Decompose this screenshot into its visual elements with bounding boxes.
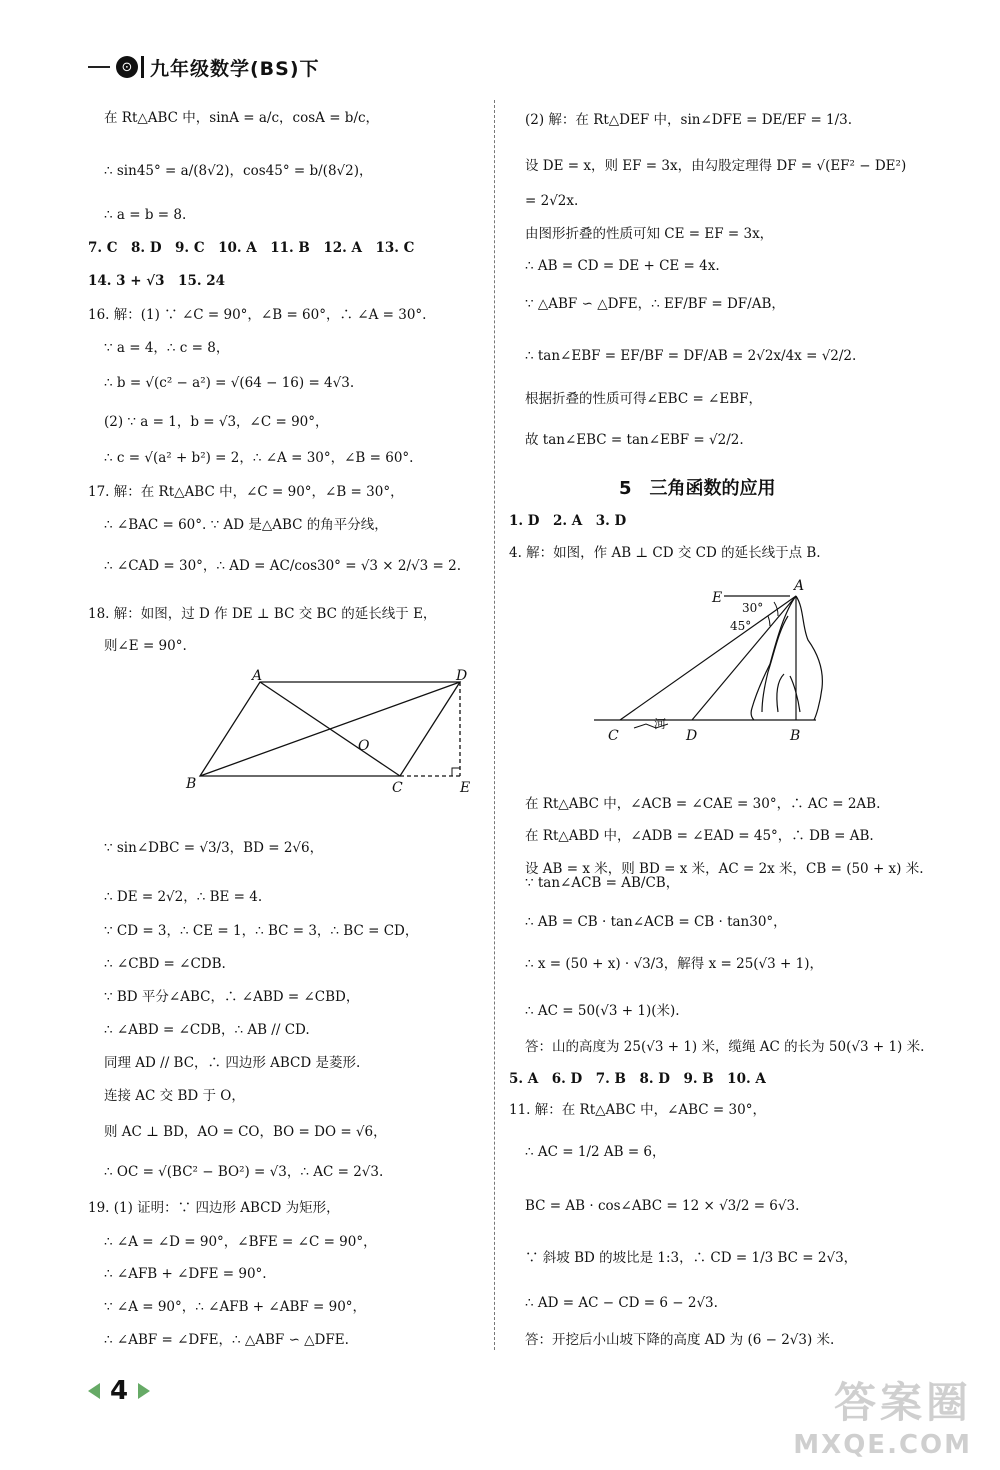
column-divider	[494, 100, 495, 1350]
right-line: ∴ AC = 50(√3 + 1)(米).	[525, 1003, 680, 1019]
right-line: ∴ AB = CB · tan∠ACB = CB · tan30°，	[525, 914, 787, 930]
header-logo-icon: ⊙	[116, 56, 138, 78]
label-D: D	[456, 668, 468, 684]
label-E: E	[460, 780, 471, 796]
angle-30: 30°	[742, 601, 764, 615]
right-line: 答：开挖后小山坡下降的高度 AD 为 (6 − 2√3) 米.	[525, 1332, 835, 1348]
left-line: ∴ ∠ABF = ∠DFE，∴ △ABF ∽ △DFE.	[104, 1332, 349, 1348]
left-line: ∴ c = √(a² + b²) = 2，∴ ∠A = 30°，∠B = 60°.	[104, 450, 414, 466]
right-line: = 2√2x.	[525, 193, 579, 209]
river-label: 河	[654, 717, 667, 731]
right-line: ∵ tan∠ACB = AB/CB，	[525, 875, 680, 891]
label-B: B	[186, 776, 197, 792]
rhombus-figure	[180, 668, 490, 798]
left-line: ∴ DE = 2√2，∴ BE = 4.	[104, 889, 263, 905]
label-A: A	[794, 578, 805, 594]
right-line: 11. 解：在 Rt△ABC 中，∠ABC = 30°，	[509, 1102, 766, 1118]
right-line: 4. 解：如图，作 AB ⊥ CD 交 CD 的延长线于点 B.	[509, 545, 821, 561]
mountain-figure	[594, 572, 854, 768]
right-line: ∴ AC = 1/2 AB = 6，	[525, 1144, 666, 1160]
left-line: ∴ ∠CBD = ∠CDB.	[104, 956, 226, 972]
left-line: ∵ sin∠DBC = √3/3，BD = 2√6，	[104, 840, 324, 856]
left-line: 同理 AD // BC，∴ 四边形 ABCD 是菱形.	[104, 1055, 361, 1071]
right-line: 1. D 2. A 3. D	[509, 513, 627, 529]
left-line: 19. (1) 证明：∵ 四边形 ABCD 为矩形，	[88, 1200, 340, 1216]
right-line: 5. A 6. D 7. B 8. D 9. B 10. A	[509, 1071, 766, 1087]
header-title: 九年级数学(BS)下	[150, 57, 320, 80]
left-column	[88, 0, 488, 1470]
label-C: C	[608, 728, 619, 744]
left-line: ∴ a = b = 8.	[104, 207, 187, 223]
left-line: 则∠E = 90°.	[104, 638, 187, 654]
right-line: ∴ AB = CD = DE + CE = 4x.	[525, 258, 720, 274]
watermark-url: MXQE.COM	[793, 1430, 972, 1460]
page-number: 4	[110, 1376, 129, 1406]
label-A: A	[252, 668, 263, 684]
left-arrow-icon	[88, 1383, 100, 1399]
left-line: ∴ ∠A = ∠D = 90°，∠BFE = ∠C = 90°，	[104, 1234, 377, 1250]
right-line: 设 AB = x 米，则 BD = x 米，AC = 2x 米，CB = (50 + x) 米.	[525, 861, 924, 877]
left-line: ∴ ∠ABD = ∠CDB，∴ AB // CD.	[104, 1022, 310, 1038]
right-line: ∴ x = (50 + x) · √3/3，解得 x = 25(√3 + 1)，	[525, 956, 823, 972]
right-line: 在 Rt△ABC 中，∠ACB = ∠CAE = 30°，∴ AC = 2AB.	[525, 796, 881, 812]
right-line: ∵ △ABF ∽ △DFE，∴ EF/BF = DF/AB，	[525, 296, 785, 312]
left-line: 17. 解：在 Rt△ABC 中，∠C = 90°，∠B = 30°，	[88, 484, 404, 500]
label-C: C	[392, 780, 403, 796]
right-line: ∵ 斜坡 BD 的坡比是 1:3，∴ CD = 1/3 BC = 2√3，	[525, 1250, 858, 1266]
label-O: O	[358, 738, 370, 754]
left-line: ∴ ∠BAC = 60°. ∵ AD 是△ABC 的角平分线，	[104, 517, 388, 533]
right-line: 答：山的高度为 25(√3 + 1) 米，缆绳 AC 的长为 50(√3 + 1) 米.	[525, 1039, 925, 1055]
left-line: 14. 3 + √3 15. 24	[88, 273, 226, 289]
right-line: 根据折叠的性质可得∠EBC = ∠EBF，	[525, 391, 763, 407]
left-line: ∴ OC = √(BC² − BO²) = √3，∴ AC = 2√3.	[104, 1164, 384, 1180]
right-column	[509, 0, 929, 1470]
right-line: 在 Rt△ABD 中，∠ADB = ∠EAD = 45°，∴ DB = AB.	[525, 828, 874, 844]
left-line: ∴ b = √(c² − a²) = √(64 − 16) = 4√3.	[104, 375, 355, 391]
left-line: ∵ BD 平分∠ABC，∴ ∠ABD = ∠CBD，	[104, 989, 360, 1005]
watermark	[793, 1370, 972, 1460]
right-line: 故 tan∠EBC = tan∠EBF = √2/2.	[525, 432, 744, 448]
left-line: ∵ CD = 3，∴ CE = 1，∴ BC = 3，∴ BC = CD，	[104, 923, 419, 939]
angle-45: 45°	[730, 619, 752, 633]
left-line: ∴ ∠CAD = 30°，∴ AD = AC/cos30° = √3 × 2/√3 = 2.	[104, 558, 462, 574]
left-line: 7. C 8. D 9. C 10. A 11. B 12. A 13. C	[88, 240, 415, 256]
right-line: 由图形折叠的性质可知 CE = EF = 3x，	[525, 226, 774, 242]
right-line: BC = AB · cos∠ABC = 12 × √3/2 = 6√3.	[525, 1198, 800, 1214]
right-line: (2) 解：在 Rt△DEF 中，sin∠DFE = DE/EF = 1/3.	[525, 112, 853, 128]
left-line: ∵ ∠A = 90°，∴ ∠AFB + ∠ABF = 90°，	[104, 1299, 367, 1315]
watermark-logo-text: 答案圈	[833, 1378, 972, 1427]
right-line: ∴ tan∠EBF = EF/BF = DF/AB = 2√2x/4x = √2/2.	[525, 348, 857, 364]
right-arrow-icon	[138, 1383, 150, 1399]
left-line: ∵ a = 4，∴ c = 8，	[104, 340, 230, 356]
label-D: D	[686, 728, 698, 744]
section-title: 5 三角函数的应用	[619, 478, 776, 499]
left-line: 16. 解：(1) ∵ ∠C = 90°，∠B = 60°，∴ ∠A = 30°.	[88, 307, 427, 323]
page-footer	[88, 1376, 150, 1406]
right-line: ∴ AD = AC − CD = 6 − 2√3.	[525, 1295, 718, 1311]
label-E: E	[712, 590, 723, 606]
left-line: 连接 AC 交 BD 于 O，	[104, 1088, 245, 1104]
left-line: 则 AC ⊥ BD，AO = CO，BO = DO = √6，	[104, 1124, 387, 1140]
left-line: ∴ sin45° = a/(8√2)，cos45° = b/(8√2)，	[104, 163, 373, 179]
right-line: 设 DE = x，则 EF = 3x，由勾股定理得 DF = √(EF² − DE²)	[525, 158, 907, 174]
left-line: 在 Rt△ABC 中，sinA = a/c，cosA = b/c，	[104, 110, 380, 126]
left-line: ∴ ∠AFB + ∠DFE = 90°.	[104, 1266, 267, 1282]
left-line: (2) ∵ a = 1，b = √3，∠C = 90°，	[104, 414, 329, 430]
left-line: 18. 解：如图，过 D 作 DE ⊥ BC 交 BC 的延长线于 E，	[88, 606, 437, 622]
label-B: B	[790, 728, 801, 744]
